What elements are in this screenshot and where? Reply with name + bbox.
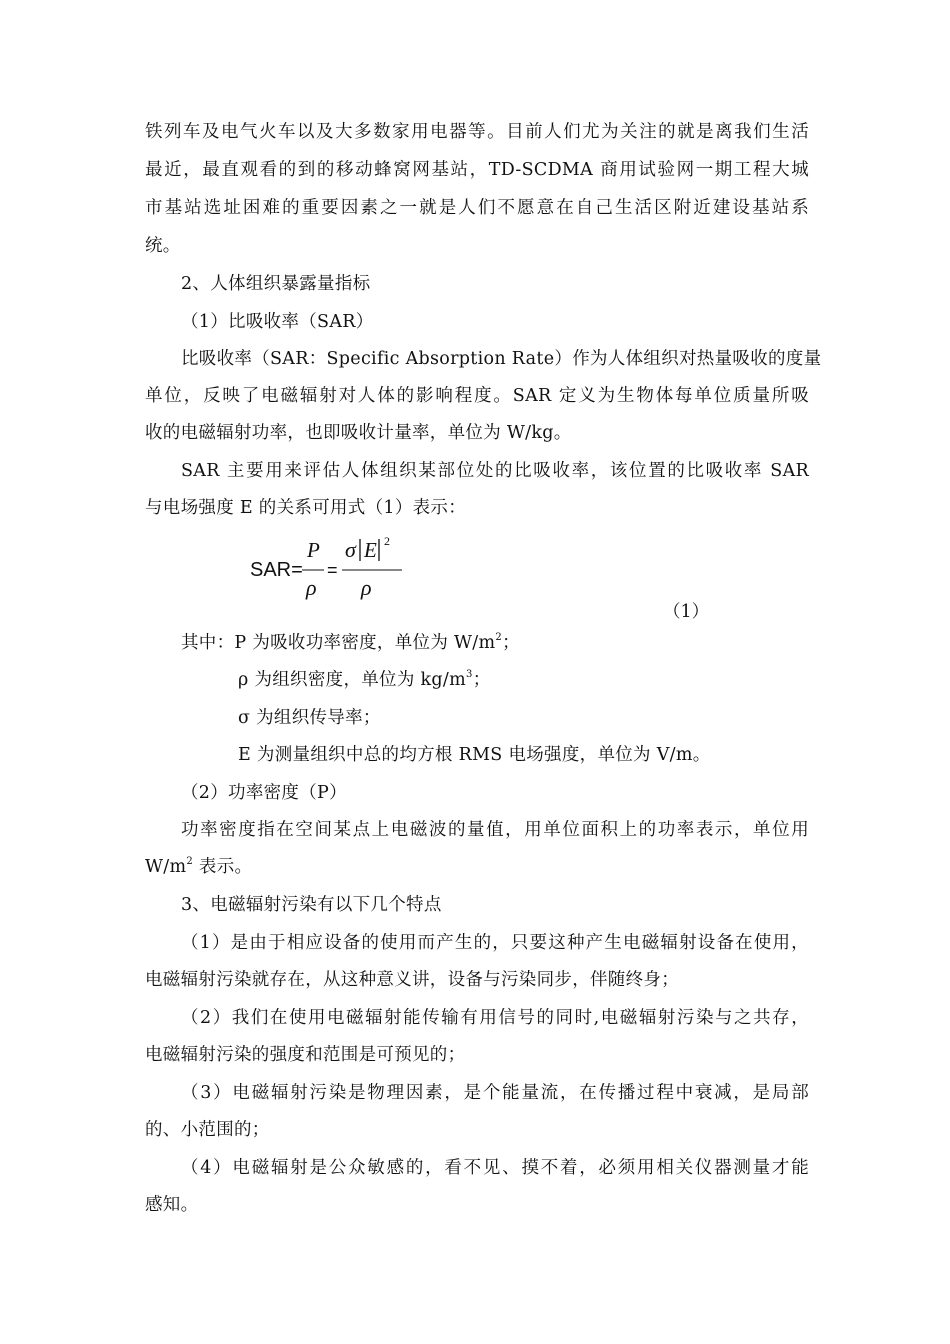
section-heading: 2、人体组织暴露量指标 (181, 274, 371, 294)
formula-num1: P (307, 538, 320, 562)
superscript: 2 (186, 856, 194, 868)
formula-den1: ρ (306, 575, 317, 600)
definition-punct: ； (502, 633, 520, 653)
paragraph-line: 电磁辐射污染的强度和范围是可预见的； (145, 1045, 466, 1065)
definition-line: E 为测量组织中总的均方根 RMS 电场强度，单位为 V/m。 (238, 745, 711, 765)
paragraph-line: 的、小范围的； (145, 1120, 270, 1140)
paragraph-line: （1）是由于相应设备的使用而产生的，只要这种产生电磁辐射设备在使用， (181, 933, 809, 953)
paragraph-line: （4）电磁辐射是公众敏感的，看不见、摸不着，必须用相关仪器测量才能 (181, 1158, 809, 1178)
superscript: 2 (495, 632, 503, 644)
sar-formula (250, 534, 420, 604)
section-heading: 3、电磁辐射污染有以下几个特点 (181, 895, 442, 915)
paragraph-line: 统。 (145, 236, 181, 256)
paragraph-line: 铁列车及电气火车以及大多数家用电器等。目前人们尤为关注的就是离我们生活 (145, 122, 809, 142)
paragraph-line: 比吸收率（SAR：Specific Absorption Rate）作为人体组织对热量吸收的度量 (181, 349, 822, 369)
definition-text: ρ 为组织密度，单位为 kg/m (238, 670, 467, 690)
unit-text: W/m (145, 857, 187, 877)
definition-line (181, 631, 809, 655)
paragraph-line: 最近，最直观看的到的移动蜂窝网基站，TD-SCDMA 商用试验网一期工程大城 (145, 160, 809, 180)
formula-equals: = (327, 560, 338, 580)
formula-lhs: SAR= (250, 559, 303, 581)
definition-line: σ 为组织传导率； (238, 708, 381, 728)
paragraph-line: 市基站选址困难的重要因素之一就是人们不愿意在自己生活区附近建设基站系 (145, 198, 809, 218)
formula-den2: ρ (361, 575, 372, 600)
formula-sigma: σ (345, 537, 356, 562)
paragraph-line: 电磁辐射污染就存在，从这种意义讲，设备与污染同步，伴随终身； (145, 970, 679, 990)
subsection-heading: （2）功率密度（P） (181, 783, 347, 803)
paragraph-line: SAR 主要用来评估人体组织某部位处的比吸收率，该位置的比吸收率 SAR (181, 461, 809, 481)
definition-line (238, 668, 809, 692)
paragraph-line: （3）电磁辐射污染是物理因素，是个能量流，在传播过程中衰减，是局部 (181, 1083, 809, 1103)
paragraph-line: （2）我们在使用电磁辐射能传输有用信号的同时,电磁辐射污染与之共存， (181, 1008, 809, 1028)
paragraph-line: 与电场强度 E 的关系可用式（1）表示： (145, 498, 467, 518)
subsection-heading: （1）比吸收率（SAR） (181, 312, 374, 332)
formula-E: E (364, 538, 377, 562)
paragraph-line: 感知。 (145, 1195, 199, 1215)
definition-text: 其中：P 为吸收功率密度，单位为 W/m (181, 633, 496, 653)
paragraph-line: 收的电磁辐射功率，也即吸收计量率，单位为 W/kg。 (145, 423, 572, 443)
definition-punct: ； (472, 670, 491, 690)
paragraph-line (145, 855, 809, 879)
paragraph-line: 单位，反映了电磁辐射对人体的影响程度。SAR 定义为生物体每单位质量所吸 (145, 386, 809, 406)
superscript: 3 (466, 669, 473, 681)
formula-exponent: 2 (384, 534, 390, 548)
equation-number: （1） (663, 602, 710, 622)
paragraph-line: 功率密度指在空间某点上电磁波的量值，用单位面积上的功率表示，单位用 (181, 820, 809, 840)
unit-suffix: 表示。 (193, 857, 253, 877)
